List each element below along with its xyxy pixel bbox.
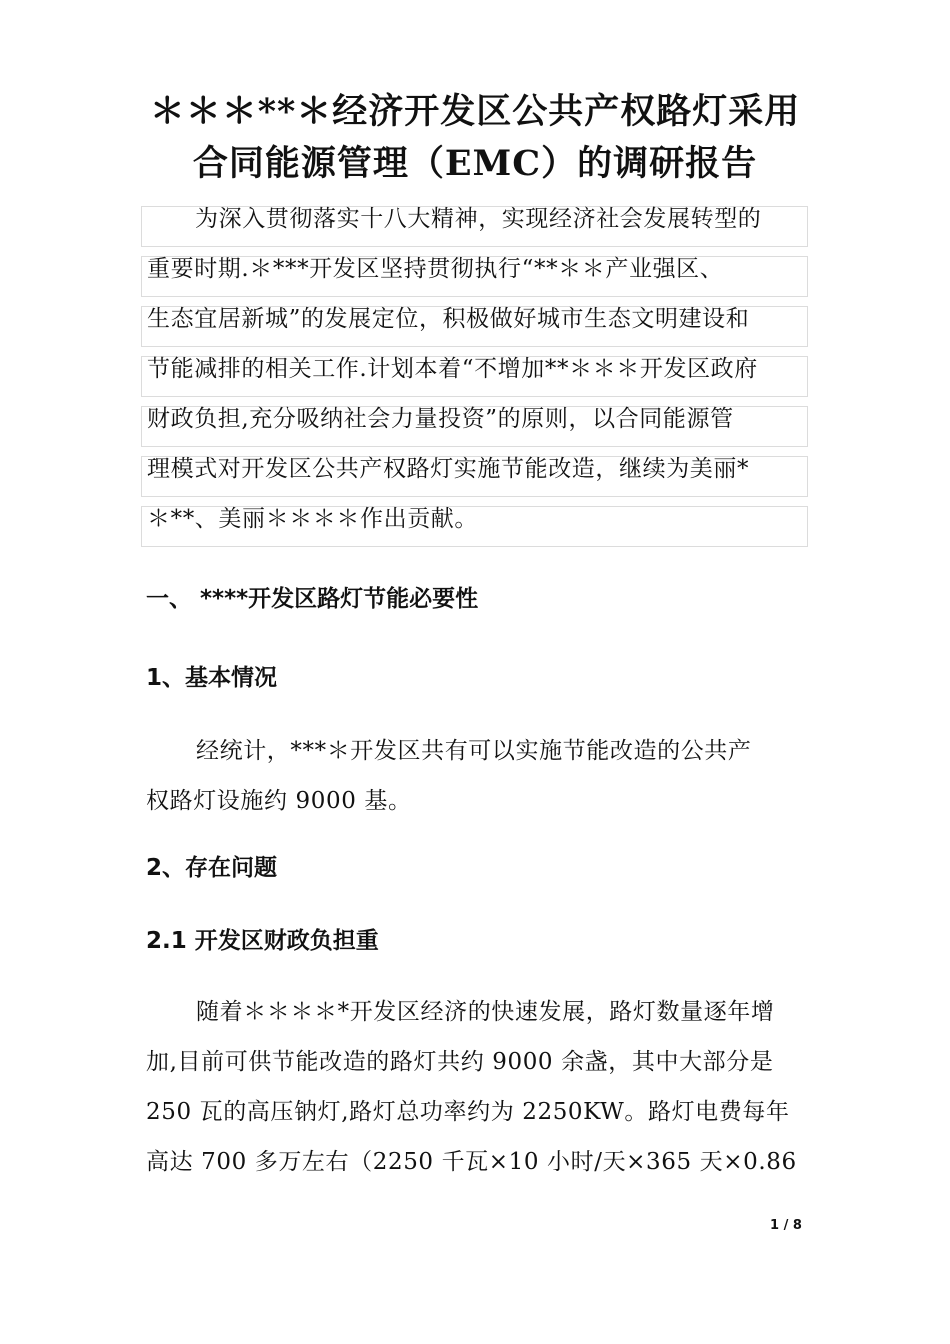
body-text-line: 经统计，***＊开发区共有可以实施节能改造的公共产 [196, 738, 752, 764]
intro-text-line: 生态宜居新城”的发展定位，积极做好城市生态文明建设和 [147, 306, 750, 332]
body-text-line: 加,目前可供节能改造的路灯共约 9000 余盏，其中大部分是 [146, 1049, 774, 1075]
subsection-heading-fiscal-burden: 2.1 开发区财政负担重 [146, 928, 379, 954]
intro-text-line: 为深入贯彻落实十八大精神，实现经济社会发展转型的 [195, 206, 762, 232]
intro-paragraph [141, 206, 808, 546]
intro-text-line: 理模式对开发区公共产权路灯实施节能改造，继续为美丽* [147, 456, 750, 482]
intro-text-line: 财政负担,充分吸纳社会力量投资”的原则，以合同能源管 [147, 406, 734, 432]
page-number: 1 / 8 [770, 1218, 802, 1233]
body-text-line: 权路灯设施约 9000 基。 [146, 788, 412, 814]
intro-text-line: 重要时期.＊***开发区坚持贯彻执行“**＊＊产业强区、 [147, 256, 724, 282]
section-heading-1: 一、 ****开发区路灯节能必要性 [146, 586, 479, 612]
body-text-line: 250 瓦的高压钠灯,路灯总功率约为 2250KW。路灯电费每年 [146, 1099, 790, 1125]
body-text-line: 高达 700 多万左右（2250 千瓦×10 小时/天×365 天×0.86 [146, 1149, 797, 1175]
subsection-heading-basic-info: 1、基本情况 [146, 665, 278, 691]
body-text-line: 随着＊＊＊＊*开发区经济的快速发展，路灯数量逐年增 [196, 999, 775, 1025]
document-title-line-2: 合同能源管理（EMC）的调研报告 [192, 143, 758, 184]
intro-text-line: 节能减排的相关工作.计划本着“不增加**＊＊＊开发区政府 [147, 356, 758, 382]
subsection-heading-problems: 2、存在问题 [146, 855, 278, 881]
intro-text-line: ＊**、美丽＊＊＊＊作出贡献。 [147, 506, 478, 532]
document-title-line-1: ＊＊＊**＊经济开发区公共产权路灯采用 [149, 91, 801, 132]
